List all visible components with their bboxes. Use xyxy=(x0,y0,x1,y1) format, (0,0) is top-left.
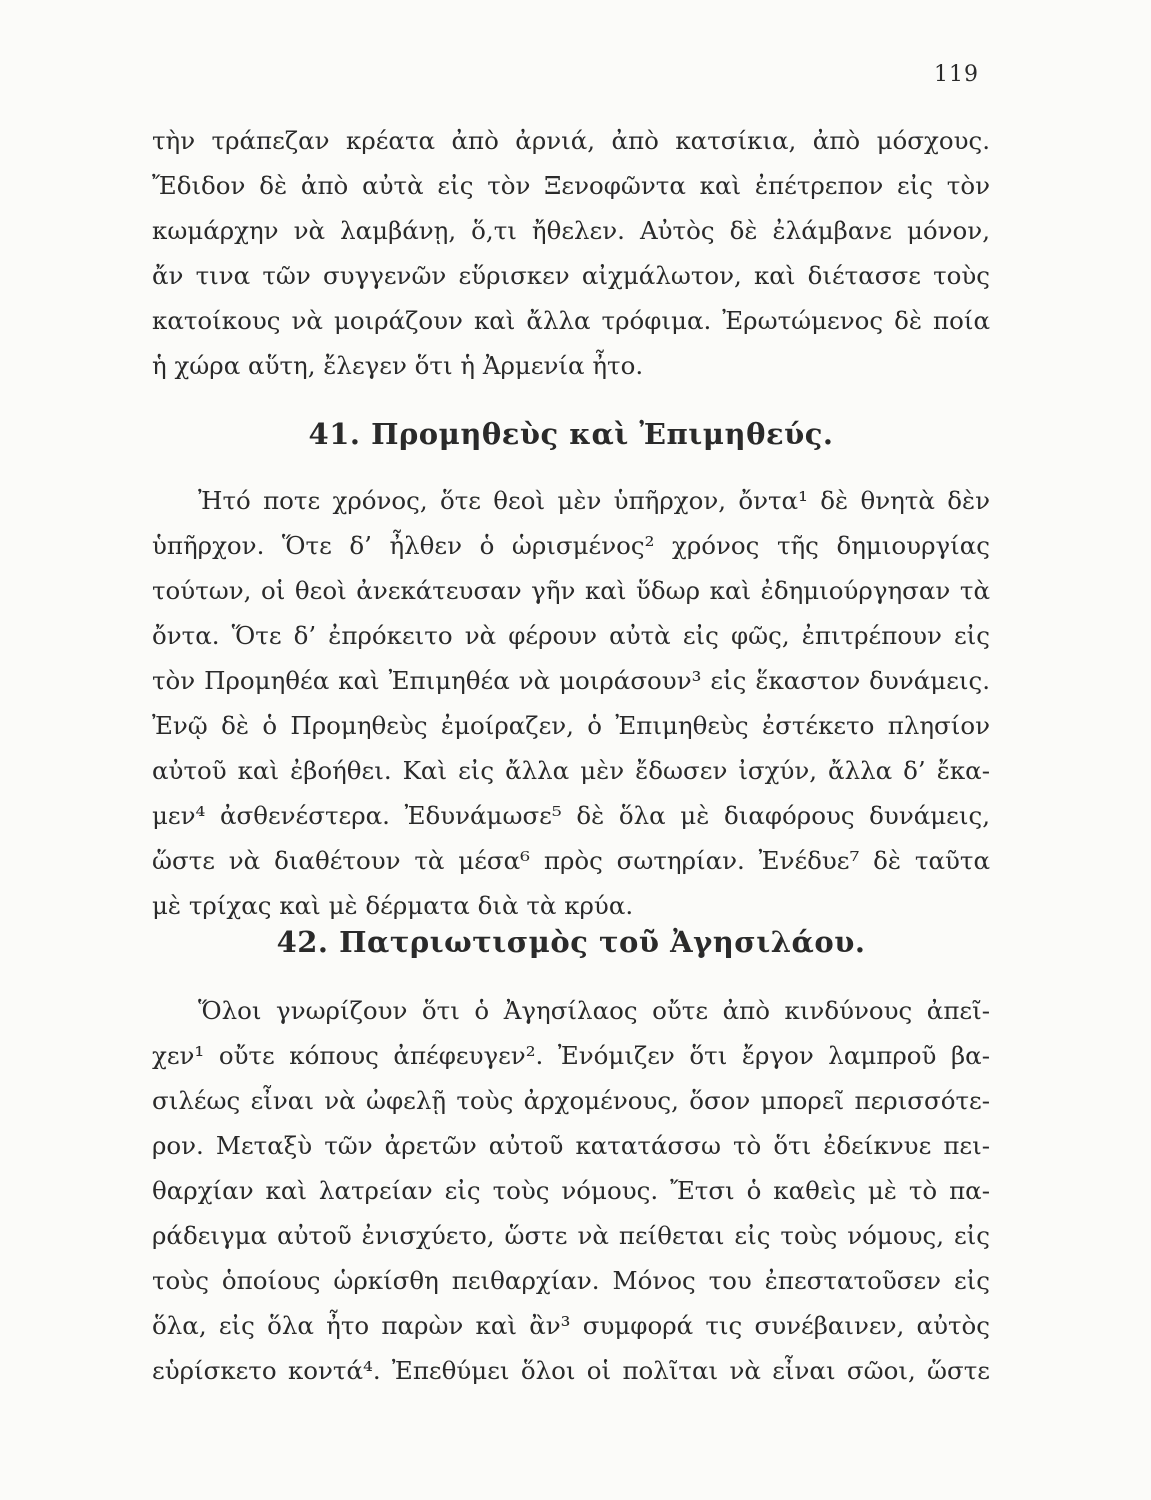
section-heading-42: 42. Πατριωτισμὸς τοῦ Ἀγησιλάου. xyxy=(276,925,866,959)
text-line: τὴν τράπεζαν κρέατα ἀπὸ ἀρνιά, ἀπὸ κατσίκια, ἀπὸ μόσχους. xyxy=(152,126,990,155)
text-line: ἡ χώρα αὕτη, ἔλεγεν ὅτι ἡ Ἀρμενία ἦτο. xyxy=(152,351,644,380)
section-42-body xyxy=(152,988,990,1393)
text-line: Ἠτό ποτε χρόνος, ὅτε θεοὶ μὲν ὑπῆρχον, ὄντα¹ δὲ θνητὰ δὲν xyxy=(198,486,990,515)
paragraph-continuation xyxy=(152,118,990,388)
text-line: ὅλα, εἰς ὅλα ἦτο παρὼν καὶ ἂν³ συμφορά τις συνέβαινεν, αὐτὸς xyxy=(152,1311,990,1340)
text-line: τούτων, οἱ θεοὶ ἀνεκάτευσαν γῆν καὶ ὕδωρ καὶ ἐδημιούργησαν τὰ xyxy=(152,576,990,605)
text-line: Ἔδιδον δὲ ἀπὸ αὐτὰ εἰς τὸν Ξενοφῶντα καὶ ἐπέτρεπον εἰς τὸν xyxy=(152,171,990,200)
text-line: μεν⁴ ἀσθενέστερα. Ἐδυνάμωσε⁵ δὲ ὅλα μὲ διαφόρους δυνάμεις, xyxy=(152,801,990,830)
section-heading-41: 41. Προμηθεὺς καὶ Ἐπιμηθεύς. xyxy=(308,417,834,451)
text-line: ρον. Μεταξὺ τῶν ἀρετῶν αὐτοῦ κατατάσσω τὸ ὅτι ἐδείκνυε πει- xyxy=(152,1131,990,1160)
text-line: τὸν Προμηθέα καὶ Ἐπιμηθέα νὰ μοιράσουν³ εἰς ἕκαστον δυνάμεις. xyxy=(152,666,990,695)
text-line: κωμάρχην νὰ λαμβάνῃ, ὅ,τι ἤθελεν. Αὐτὸς δὲ ἐλάμβανε μόνον, xyxy=(152,216,990,245)
text-line: ράδειγμα αὐτοῦ ἐνισχύετο, ὥστε νὰ πείθεται εἰς τοὺς νόμους, εἰς xyxy=(152,1221,990,1250)
text-line: θαρχίαν καὶ λατρείαν εἰς τοὺς νόμους. Ἔτσι ὁ καθεὶς μὲ τὸ πα- xyxy=(152,1176,990,1205)
text-line: κατοίκους νὰ μοιράζουν καὶ ἄλλα τρόφιμα. Ἐρωτώμενος δὲ ποία xyxy=(152,306,990,335)
text-line: τοὺς ὁποίους ὡρκίσθη πειθαρχίαν. Μόνος του ἐπεστατοῦσεν εἰς xyxy=(152,1266,990,1295)
text-line: ἄν τινα τῶν συγγενῶν εὕρισκεν αἰχμάλωτον, καὶ διέτασσε τοὺς xyxy=(152,261,990,290)
page-number: 119 xyxy=(934,62,979,87)
text-line: ὄντα. Ὅτε δ’ ἐπρόκειτο νὰ φέρουν αὐτὰ εἰς φῶς, ἐπιτρέπουν εἰς xyxy=(152,621,990,650)
text-line: Ἐνῷ δὲ ὁ Προμηθεὺς ἐμοίραζεν, ὁ Ἐπιμηθεὺς ἐστέκετο πλησίον xyxy=(152,711,990,740)
text-line: χεν¹ οὔτε κόπους ἀπέφευγεν². Ἐνόμιζεν ὅτι ἔργον λαμπροῦ βα- xyxy=(152,1041,990,1070)
section-41-body xyxy=(152,478,990,928)
text-line: αὐτοῦ καὶ ἐβοήθει. Καὶ εἰς ἄλλα μὲν ἔδωσεν ἰσχύν, ἄλλα δ’ ἔκα- xyxy=(152,756,990,785)
text-line: σιλέως εἶναι νὰ ὠφελῇ τοὺς ἀρχομένους, ὅσον μπορεῖ περισσότε- xyxy=(152,1086,990,1115)
text-line: ὥστε νὰ διαθέτουν τὰ μέσα⁶ πρὸς σωτηρίαν. Ἐνέδυε⁷ δὲ ταῦτα xyxy=(152,846,990,875)
text-line: ὑπῆρχον. Ὅτε δ’ ἦλθεν ὁ ὡρισμένος² χρόνος τῆς δημιουργίας xyxy=(152,531,990,560)
text-line: μὲ τρίχας καὶ μὲ δέρματα διὰ τὰ κρύα. xyxy=(152,891,634,920)
text-line: Ὅλοι γνωρίζουν ὅτι ὁ Ἀγησίλαος οὔτε ἀπὸ κινδύνους ἀπεῖ- xyxy=(198,996,990,1025)
text-line: εὑρίσκετο κοντά⁴. Ἐπεθύμει ὅλοι οἱ πολῖται νὰ εἶναι σῶοι, ὥστε xyxy=(152,1356,990,1385)
